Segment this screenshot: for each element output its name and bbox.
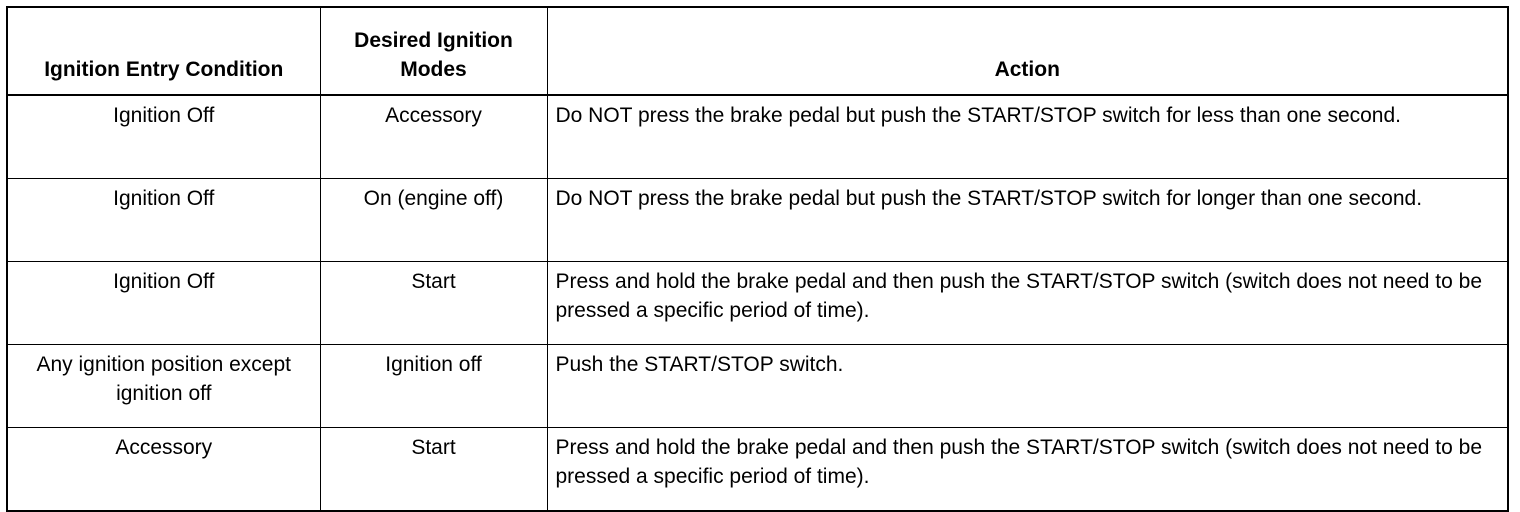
- entry-condition-cell: Any ignition position except ignition off: [7, 345, 320, 428]
- desired-mode-cell: Accessory: [320, 95, 547, 179]
- entry-condition-cell: Accessory: [7, 428, 320, 512]
- header-desired-modes: Desired Ignition Modes: [320, 7, 547, 95]
- entry-condition-cell: Ignition Off: [7, 179, 320, 262]
- action-cell: Press and hold the brake pedal and then push the START/STOP switch (switch does not need to be pressed a specific period of time).: [547, 428, 1508, 512]
- table-row: [7, 179, 1508, 262]
- table-row: [7, 345, 1508, 428]
- desired-mode-cell: Start: [320, 428, 547, 512]
- table-row: [7, 95, 1508, 179]
- entry-condition-cell: Ignition Off: [7, 95, 320, 179]
- ignition-modes-table: [6, 6, 1509, 512]
- header-entry-condition: Ignition Entry Condition: [7, 7, 320, 95]
- header-action: Action: [547, 7, 1508, 95]
- table-row: [7, 262, 1508, 345]
- action-cell: Do NOT press the brake pedal but push the START/STOP switch for longer than one second.: [547, 179, 1508, 262]
- entry-condition-cell: Ignition Off: [7, 262, 320, 345]
- action-cell: Do NOT press the brake pedal but push the START/STOP switch for less than one second.: [547, 95, 1508, 179]
- desired-mode-cell: On (engine off): [320, 179, 547, 262]
- table-row: [7, 428, 1508, 512]
- desired-mode-cell: Start: [320, 262, 547, 345]
- action-cell: Push the START/STOP switch.: [547, 345, 1508, 428]
- desired-mode-cell: Ignition off: [320, 345, 547, 428]
- table-header-row: [7, 7, 1508, 95]
- action-cell: Press and hold the brake pedal and then push the START/STOP switch (switch does not need to be pressed a specific period of time).: [547, 262, 1508, 345]
